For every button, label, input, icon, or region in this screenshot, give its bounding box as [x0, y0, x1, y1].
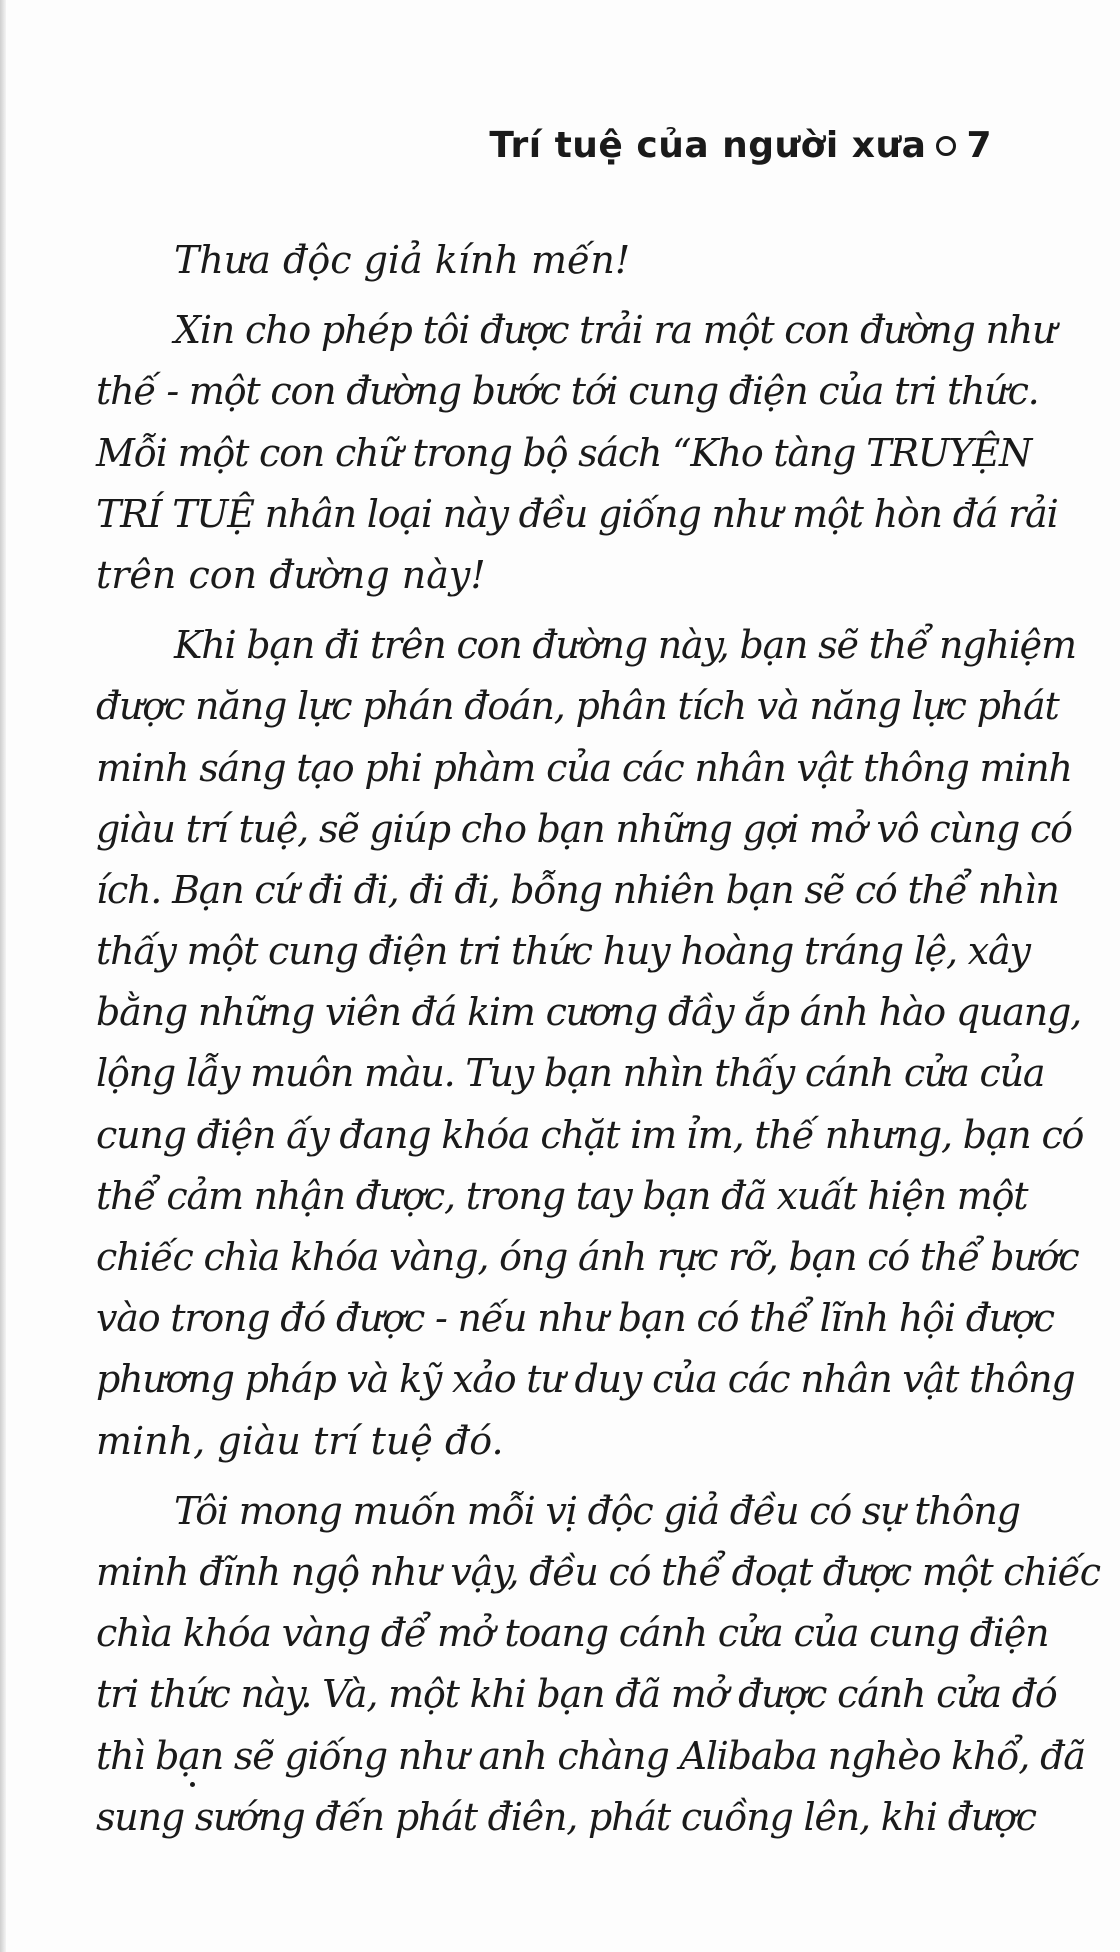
- text-line: thế - một con đường bước tới cung điện của tri thức.: [96, 369, 1039, 414]
- running-header: [489, 125, 992, 166]
- page-edge-shadow: [0, 0, 6, 1952]
- text-line: minh đĩnh ngộ như vậy, đều có thể đoạt được một chiếc: [96, 1549, 1100, 1594]
- text-line: Khi bạn đi trên con đường này, bạn sẽ thể nghiệm: [174, 623, 1076, 668]
- text-line: phương pháp và kỹ xảo tư duy của các nhân vật thông: [96, 1357, 1075, 1402]
- text-line: bằng những viên đá kim cương đầy ắp ánh hào quang,: [96, 990, 1082, 1035]
- text-line: trên con đường này!: [96, 552, 486, 597]
- circle-separator-icon: [936, 136, 956, 156]
- text-line: thì bạn sẽ giống như anh chàng Alibaba nghèo khổ, đã: [96, 1733, 1085, 1778]
- text-line: vào trong đó được - nếu như bạn có thể lĩnh hội được: [96, 1296, 1054, 1341]
- text-line: cung điện ấy đang khóa chặt im ỉm, thế nhưng, bạn có: [96, 1112, 1084, 1157]
- text-line: tri thức này. Và, một khi bạn đã mở được cánh cửa đó: [96, 1672, 1057, 1717]
- text-line: lộng lẫy muôn màu. Tuy bạn nhìn thấy cánh cửa của: [96, 1051, 1045, 1096]
- text-line: chiếc chìa khóa vàng, óng ánh rực rỡ, bạn có thể bước: [96, 1235, 1079, 1279]
- text-line: minh, giàu trí tuệ đó.: [96, 1418, 504, 1463]
- text-line: Tôi mong muốn mỗi vị độc giả đều có sự thông: [174, 1488, 1020, 1533]
- paragraph: [96, 1481, 1100, 1848]
- text-line: chìa khóa vàng để mở toang cánh cửa của cung điện: [96, 1611, 1049, 1656]
- page-number: 7: [966, 125, 992, 166]
- header-title: Trí tuệ của người xưa: [489, 125, 927, 166]
- text-line: thấy một cung điện tri thức huy hoàng tráng lệ, xây: [96, 929, 1030, 974]
- text-line: Xin cho phép tôi được trải ra một con đường như: [174, 308, 1056, 353]
- text-line: Thưa độc giả kính mến!: [174, 238, 631, 282]
- text-line: ích. Bạn cứ đi đi, đi đi, bỗng nhiên bạn sẽ có thể nhìn: [96, 867, 1059, 912]
- text-line: thể cảm nhận được, trong tay bạn đã xuất hiện một: [96, 1173, 1028, 1218]
- body-text: [96, 230, 1100, 1848]
- text-line: TRÍ TUỆ nhân loại này đều giống như một hòn đá rải: [96, 491, 1058, 536]
- text-line: minh sáng tạo phi phàm của các nhân vật thông minh: [96, 745, 1072, 790]
- ink-speck: [190, 1782, 195, 1787]
- paragraph: [96, 230, 1006, 291]
- text-line: Mỗi một con chữ trong bộ sách “Kho tàng TRUYỆN: [96, 430, 1032, 475]
- paragraph: [96, 615, 1084, 1472]
- text-line: sung sướng đến phát điên, phát cuồng lên, khi được: [96, 1794, 1036, 1839]
- text-line: giàu trí tuệ, sẽ giúp cho bạn những gợi mở vô cùng có: [96, 806, 1072, 851]
- paragraph: [96, 300, 1058, 606]
- text-line: được năng lực phán đoán, phân tích và năng lực phát: [96, 684, 1059, 729]
